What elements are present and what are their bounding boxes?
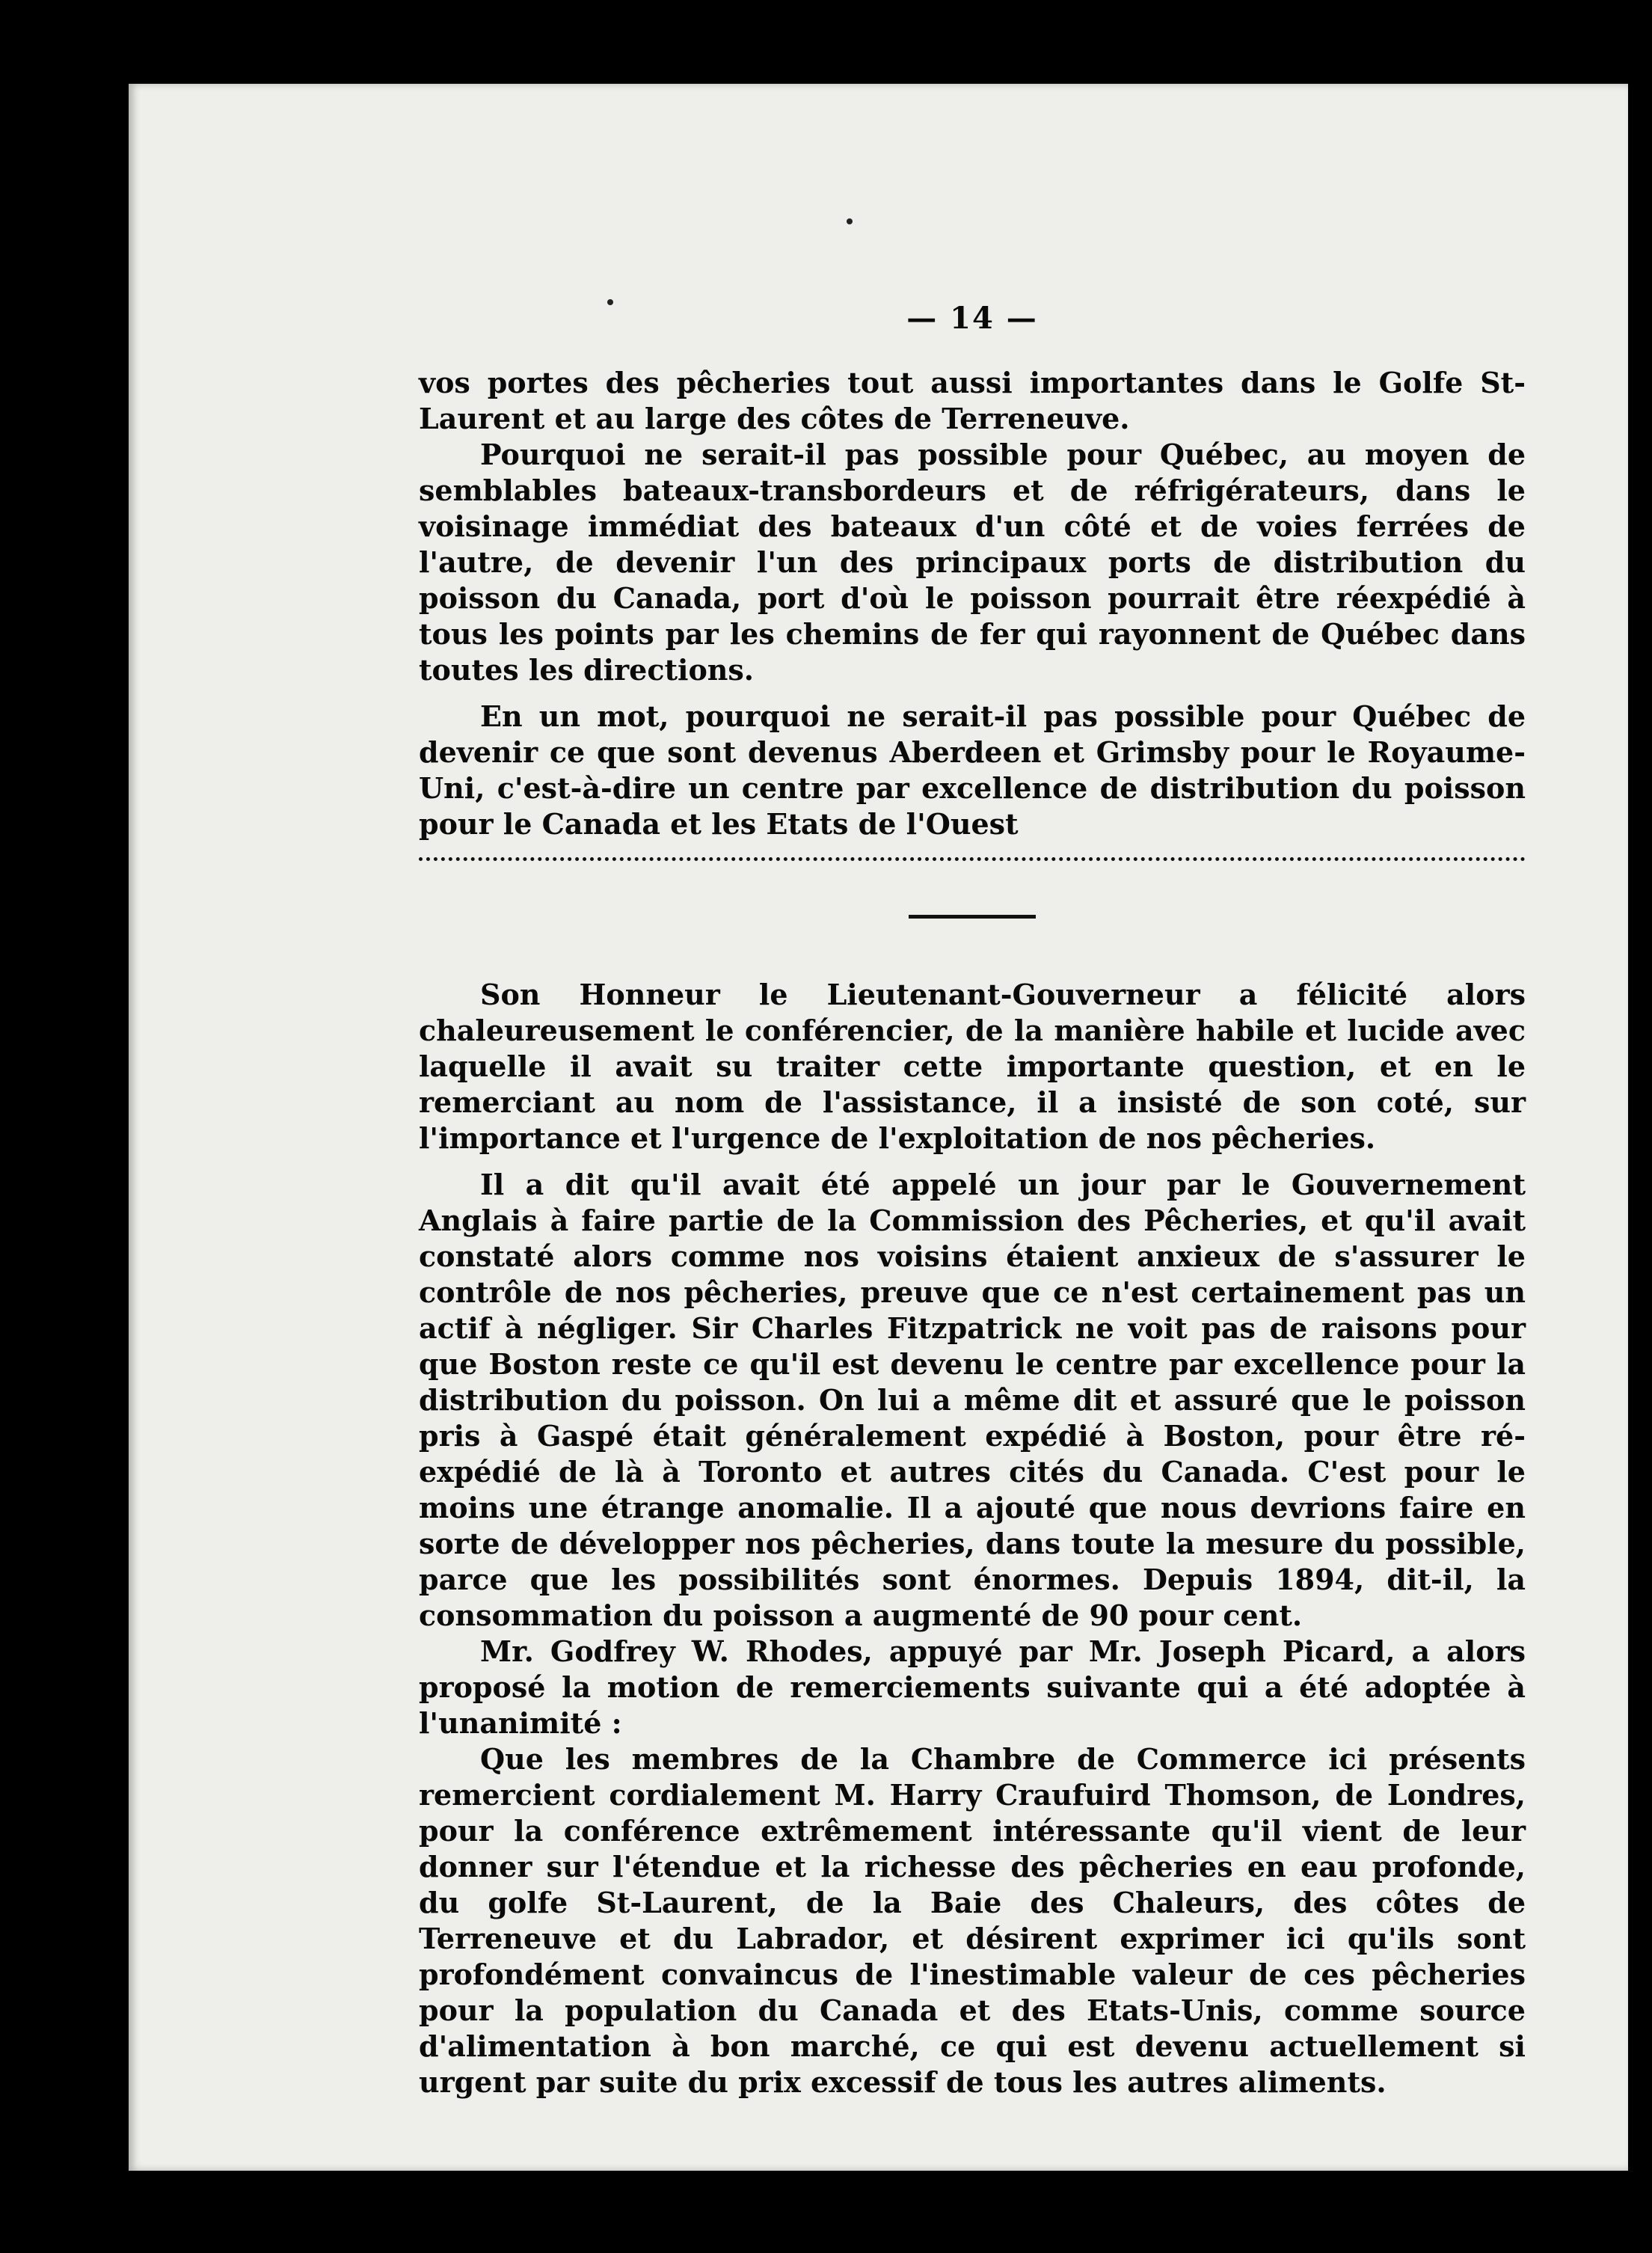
- dotted-leader: [419, 842, 1526, 861]
- paragraph-6: Mr. Godfrey W. Rhodes, appuyé par Mr. Joseph Picard, a alors proposé la motion de remerciements suivante qui a été adoptée à l'unanimité :: [419, 1634, 1526, 1740]
- page-content: [419, 301, 1526, 2100]
- paragraph-2: Pourquoi ne serait-il pas possible pour Québec, au moyen de semblables bateaux-transbordeurs et de réfrigérateurs, dans le voisinage immédiat des bateaux d'un côté et de voies ferrées de l'autre, de devenir l'un des principaux ports de distribution du poisson du Canada, port d'où le poisson pourrait être réexpédié à tous les points par les chemins de fer qui rayonnent de Québec dans toutes les directions.: [419, 438, 1526, 687]
- paragraph-3: En un mot, pourquoi ne serait-il pas possible pour Québec de devenir ce que sont devenus Aberdeen et Grimsby pour le Royaume-Uni, c'est-à-dire un centre par excellence de distribution du poisson pour le Canada et les Etats de l'Ouest: [419, 699, 1526, 841]
- paragraph-1: vos portes des pêcheries tout aussi importantes dans le Golfe St-Laurent et au large des côtes de Terreneuve.: [419, 366, 1526, 435]
- section-separator: [909, 915, 1036, 919]
- document-page: [129, 84, 1628, 2171]
- paragraph-5: Il a dit qu'il avait été appelé un jour par le Gouvernement Anglais à faire partie de la Commission des Pêcheries, et qu'il avait constaté alors comme nos voisins étaient anxieux de s'assurer le contrôle de nos pêcheries, preuve que ce n'est certainement pas un actif à négliger. Sir Charles Fitzpatrick ne voit pas de raisons pour que Boston reste ce qu'il est devenu le centre par excellence pour la distribution du poisson. On lui a même dit et assuré que le poisson pris à Gaspé était généralement expédié à Boston, pour être ré-expédié de là à Toronto et autres cités du Canada. C'est pour le moins une étrange anomalie. Il a ajouté que nous devrions faire en sorte de développer nos pêcheries, dans toute la mesure du possible, parce que les possibilités sont énormes. Depuis 1894, dit-il, la consommation du poisson a augmenté de 90 pour cent.: [419, 1168, 1526, 1632]
- page-number: — 14 —: [906, 301, 1038, 336]
- paragraph-4: Son Honneur le Lieutenant-Gouverneur a félicité alors chaleureusement le conférencier, de la manière habile et lucide avec laquelle il avait su traiter cette importante question, et en le remerciant au nom de l'assistance, il a insisté de son coté, sur l'importance et l'urgence de l'exploitation de nos pêcheries.: [419, 978, 1526, 1155]
- speck: [847, 218, 853, 224]
- paragraph-7: Que les membres de la Chambre de Commerce ici présents remercient cordialement M. Harry Craufuird Thomson, de Londres, pour la conférence extrêmement intéressante qu'il vient de leur donner sur l'étendue et la richesse des pêcheries en eau profonde, du golfe St-Laurent, de la Baie des Chaleurs, des côtes de Terreneuve et du Labrador, et désirent exprimer ici qu'ils sont profondément convaincus de l'inestimable valeur de ces pêcheries pour la population du Canada et des Etats-Unis, comme source d'alimentation à bon marché, ce qui est devenu actuellement si urgent par suite du prix excessif de tous les autres aliments.: [419, 1742, 1526, 2099]
